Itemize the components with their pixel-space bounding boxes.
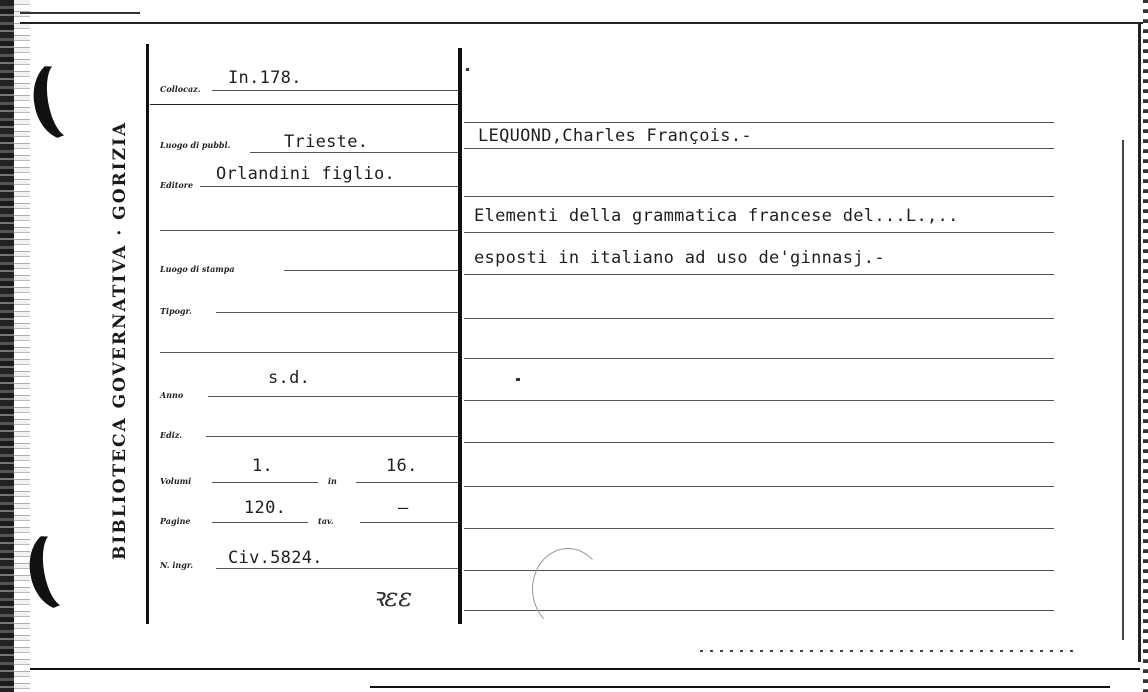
scan-edge-right — [1143, 0, 1148, 692]
value-in: 16. — [386, 456, 418, 476]
rule-anno — [208, 396, 458, 397]
rule-edizione — [206, 436, 458, 437]
value-volumi: 1. — [252, 456, 274, 476]
rule-right-8 — [464, 400, 1054, 401]
rule-luogo-pubbl — [250, 152, 458, 153]
label-pagine: Pagine — [160, 516, 191, 526]
rule-right-6 — [464, 318, 1054, 319]
rule-right-3 — [464, 196, 1054, 197]
scan-edge-top-fragment — [20, 12, 140, 14]
value-anno: s.d. — [268, 368, 311, 388]
scan-edge-bottom — [370, 686, 1110, 688]
rule-in — [356, 482, 458, 483]
value-tav: — — [398, 498, 409, 518]
card-right-edge — [1138, 22, 1141, 662]
scan-edge-left-texture — [14, 0, 30, 692]
rule-editore — [200, 186, 458, 187]
rule-tipografo — [216, 312, 458, 313]
rule-n-ingr — [216, 568, 458, 569]
label-anno: Anno — [160, 390, 184, 400]
dotted-bottom-line — [700, 650, 1080, 652]
rule-right-1 — [464, 122, 1054, 123]
label-tipografo: Tipogr. — [160, 306, 192, 316]
rule-luogo-stampa — [284, 270, 458, 271]
handwritten-number: ꝛεε — [372, 583, 413, 613]
rule-volumi — [212, 482, 318, 483]
rule-right-9 — [464, 442, 1054, 443]
label-in: in — [328, 476, 337, 486]
institution-stamp: BIBLIOTECA GOVERNATIVA · GORIZIA — [110, 120, 130, 560]
value-collocazione: In.178. — [228, 68, 302, 88]
rule-tav — [360, 522, 458, 523]
rule-right-4 — [464, 232, 1054, 233]
card-top-edge — [20, 22, 1145, 24]
value-editore: Orlandini figlio. — [216, 164, 396, 184]
ink-dot — [466, 68, 469, 71]
title-line-2: esposti in italiano ad uso de'ginnasj.- — [474, 248, 885, 268]
title-line-1: Elementi della grammatica francese del...L.,.. — [474, 206, 959, 226]
label-volumi: Volumi — [160, 476, 192, 486]
rule-right-10 — [464, 486, 1054, 487]
label-n-ingr: N. ingr. — [160, 560, 194, 570]
rule-right-5 — [464, 274, 1054, 275]
center-divider-rule — [458, 48, 462, 624]
label-tav: tav. — [318, 516, 334, 526]
rule-section-1 — [150, 104, 458, 105]
paper-smudge — [532, 548, 604, 630]
ink-dot — [516, 378, 520, 381]
label-edizione: Ediz. — [160, 430, 183, 440]
rule-pagine — [212, 522, 308, 523]
label-collocazione: Collocaz. — [160, 84, 201, 94]
left-margin-rule — [146, 44, 149, 624]
rule-section-2 — [160, 230, 458, 231]
label-editore: Editore — [160, 180, 194, 190]
scan-edge-left — [0, 0, 14, 692]
card-bottom-edge — [30, 668, 1140, 670]
punch-hole-bottom — [23, 526, 94, 615]
value-luogo-pubbl: Trieste. — [284, 132, 369, 152]
rule-section-3 — [160, 352, 458, 353]
label-luogo-pubbl: Luogo di pubbl. — [160, 140, 231, 150]
value-pagine: 120. — [244, 498, 287, 518]
label-luogo-stampa: Luogo di stampa — [160, 264, 235, 274]
punch-hole-top — [27, 56, 98, 145]
value-n-ingr: Civ.5824. — [228, 548, 323, 568]
rule-right-2 — [464, 148, 1054, 149]
right-inner-rule — [1122, 140, 1124, 640]
rule-right-7 — [464, 358, 1054, 359]
rule-collocazione — [212, 90, 458, 91]
rule-right-11 — [464, 528, 1054, 529]
author-heading: LEQUOND,Charles François.- — [478, 126, 752, 146]
